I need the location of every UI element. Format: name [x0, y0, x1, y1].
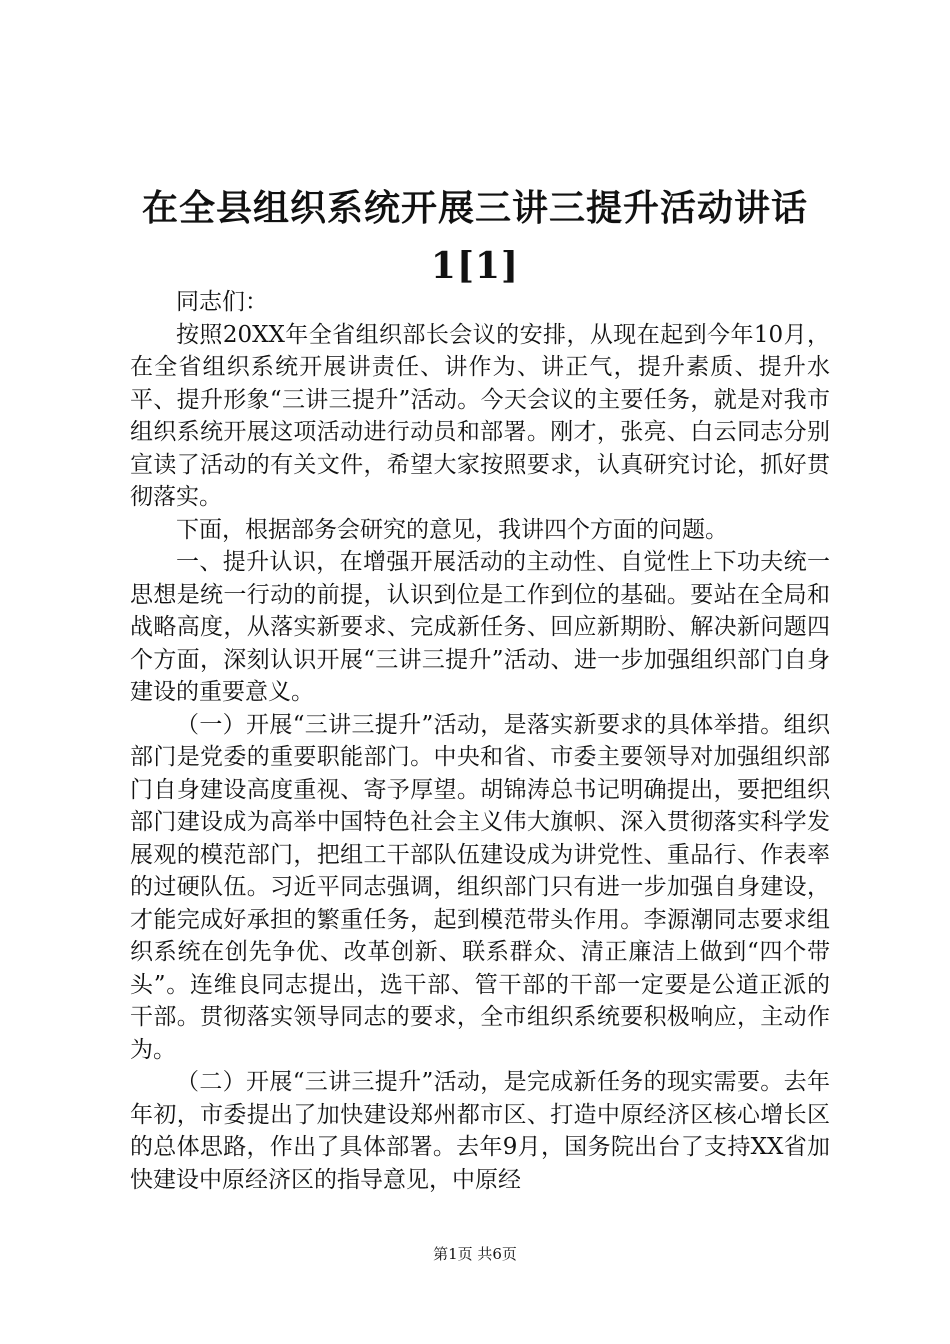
page-number-footer: 第1页 共6页 [433, 1245, 517, 1263]
salutation: 同志们： [176, 289, 268, 315]
paragraph-4: （一）开展“三讲三提升”活动，是落实新要求的具体举措。组织部门是党委的重要职能部门。中央和省、市委主要领导对加强组织部门自身建设高度重视、寄予厚望。胡锦涛总书记明确提出，要把组织部门建设成为高举中国特色社会主义伟大旗帜、深入贯彻落实科学发展观的模范部门，把组工干部队伍建设成为讲党性、重品行、作表率的过硬队伍。习近平同志强调，组织部门只有进一步加强自身建设，才能完成好承担的繁重任务，起到模范带头作用。李源潮同志要求组织系统在创先争优、改革创新、联系群众、清正廉洁上做到“四个带头”。连维良同志提出，选干部、管干部的干部一定要是公道正派的干部。贯彻落实领导同志的要求，全市组织系统要积极响应，主动作为。 [130, 711, 830, 1063]
document-body [130, 286, 830, 1196]
paragraph-1: 按照20XX年全省组织部长会议的安排，从现在起到今年10月，在全省组织系统开展讲责任、讲作为、讲正气，提升素质、提升水平、提升形象“三讲三提升”活动。今天会议的主要任务，就是对我市组织系统开展这项活动进行动员和部署。刚才，张亮、白云同志分别宣读了活动的有关文件，希望大家按照要求，认真研究讨论，抓好贯彻落实。 [130, 321, 830, 510]
document-title-line-1: 在全县组织系统开展三讲三提升活动讲话 [141, 187, 808, 229]
document-title-line-2: 1[1] [430, 245, 520, 287]
paragraph-3: 一、提升认识，在增强开展活动的主动性、自觉性上下功夫统一思想是统一行动的前提，认识到位是工作到位的基础。要站在全局和战略高度，从落实新要求、完成新任务、回应新期盼、解决新问题四个方面，深刻认识开展“三讲三提升”活动、进一步加强组织部门自身建设的重要意义。 [130, 549, 830, 705]
paragraph-2: 下面，根据部务会研究的意见，我讲四个方面的问题。 [176, 516, 728, 543]
paragraph-5: （二）开展“三讲三提升”活动，是完成新任务的现实需要。去年年初，市委提出了加快建设郑州都市区、打造中原经济区核心增长区的总体思路，作出了具体部署。去年9月，国务院出台了支持XX省加快建设中原经济区的指导意见，中原经 [130, 1069, 830, 1193]
